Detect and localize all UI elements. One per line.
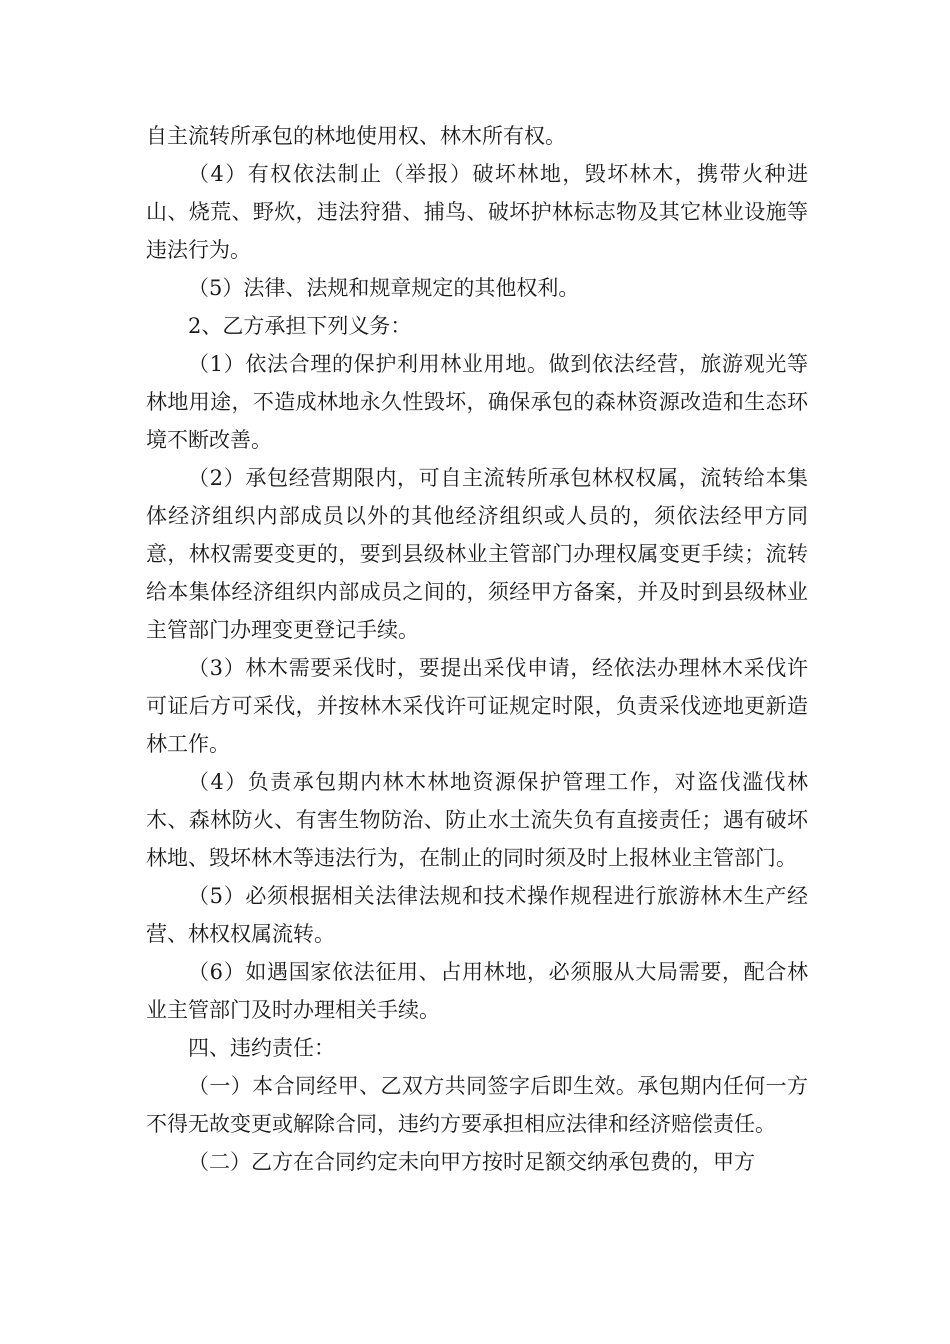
paragraph-obligation-2: （2）承包经营期限内，可自主流转所承包林权权属，流转给本集体经济组织内部成员以外的其他经济组织或人员的，须依法经甲方同意，林权需要变更的，要到县级林业主管部门办理权属变更手续；流转给本集体经济组织内部成员之间的，须经甲方备案，并及时到县级林业主管部门办理变更登记手续。 xyxy=(146,466,808,642)
heading-breach-liability: 四、违约责任： xyxy=(188,1036,335,1060)
document-body xyxy=(146,117,808,1181)
paragraph-liability-1: （一）本合同经甲、乙双方共同签字后即生效。承包期内任何一方不得无故变更或解除合同，违约方要承担相应法律和经济赔偿责任。 xyxy=(146,1074,808,1136)
paragraph-obligation-1: （1）依法合理的保护利用林业用地。做到依法经营，旅游观光等林地用途，不造成林地永久性毁坏，确保承包的森林资源改造和生态环境不断改善。 xyxy=(146,352,808,452)
paragraph-liability-2: （二）乙方在合同约定未向甲方按时足额交纳承包费的，甲方 xyxy=(188,1150,755,1174)
paragraph-obligation-4: （4）负责承包期内林木林地资源保护管理工作，对盗伐滥伐林木、森林防火、有害生物防治、防止水土流失负有直接责任；遇有破坏林地、毁坏林木等违法行为，在制止的同时须及时上报林业主管部门。 xyxy=(146,770,808,870)
paragraph-right-4: （4）有权依法制止（举报）破坏林地，毁坏林木，携带火种进山、烧荒、野炊，违法狩猎、捕鸟、破坏护林标志物及其它林业设施等违法行为。 xyxy=(146,162,808,262)
paragraph-obligation-5: （5）必须根据相关法律法规和技术操作规程进行旅游林木生产经营、林权权属流转。 xyxy=(146,884,808,946)
heading-party-b-obligations: 2、乙方承担下列义务： xyxy=(188,314,412,338)
paragraph-obligation-6: （6）如遇国家依法征用、占用林地，必须服从大局需要，配合林业主管部门及时办理相关手续。 xyxy=(146,960,808,1022)
paragraph-right-5: （5）法律、法规和规章规定的其他权利。 xyxy=(188,276,580,300)
paragraph-continuation: 自主流转所承包的林地使用权、林木所有权。 xyxy=(146,124,566,148)
paragraph-obligation-3: （3）林木需要采伐时，要提出采伐申请，经依法办理林木采伐许可证后方可采伐，并按林木采伐许可证规定时限，负责采伐迹地更新造林工作。 xyxy=(146,656,808,756)
